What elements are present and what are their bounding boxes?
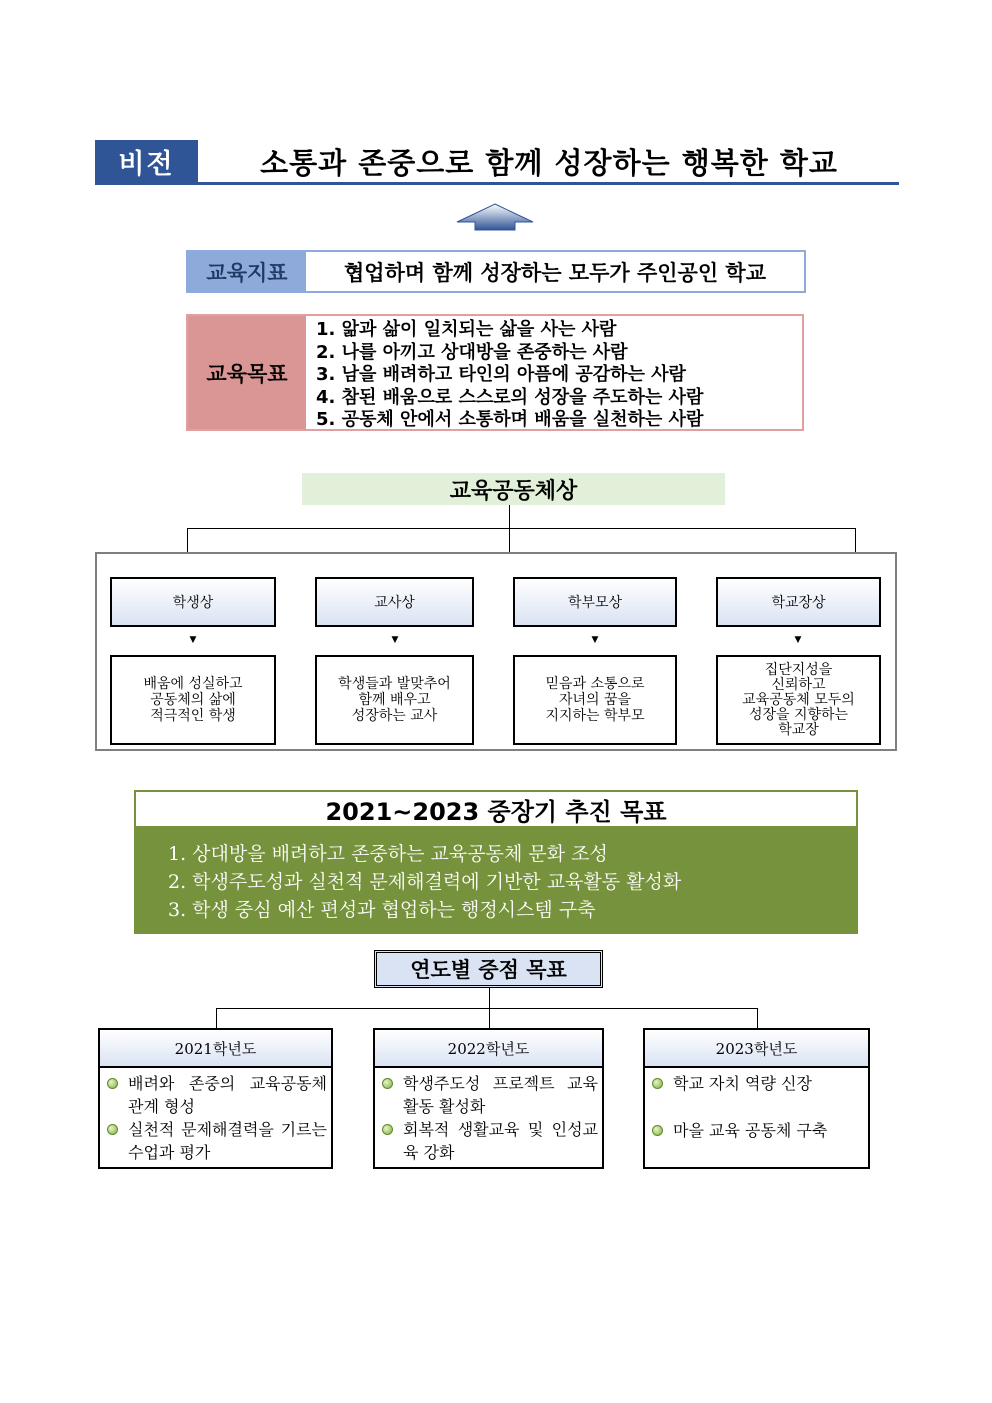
connector-line xyxy=(489,988,490,1009)
connector-line xyxy=(489,1008,490,1028)
bullet-icon xyxy=(382,1124,393,1135)
year-head: 2022학년도 xyxy=(375,1030,602,1068)
year-box-2021 xyxy=(98,1028,333,1169)
year-item: 배려와 존중의 교육공동체 관계 형성 xyxy=(100,1072,331,1118)
role-head-principal: 학교장상 xyxy=(716,577,881,627)
edu-indicator xyxy=(186,250,806,293)
midterm-list xyxy=(134,828,858,934)
year-item: 마을 교육 공동체 구축 xyxy=(645,1119,868,1142)
up-arrow-icon xyxy=(455,202,535,232)
community-title: 교육공동체상 xyxy=(302,473,725,505)
bullet-icon xyxy=(107,1124,118,1135)
year-head: 2021학년도 xyxy=(100,1030,331,1068)
edu-indicator-label: 교육지표 xyxy=(188,252,306,291)
role-head-student: 학생상 xyxy=(110,577,276,627)
bullet-icon xyxy=(107,1078,118,1089)
year-item: 회복적 생활교육 및 인성교육 강화 xyxy=(375,1118,602,1164)
edu-goal-item: 3. 남을 배려하고 타인의 아픔에 공감하는 사람 xyxy=(316,364,686,385)
year-item: 학교 자치 역량 신장 xyxy=(645,1072,868,1095)
edu-goals-label: 교육목표 xyxy=(188,316,306,429)
midterm-title: 2021~2023 중장기 추진 목표 xyxy=(134,790,858,828)
year-box-2022 xyxy=(373,1028,604,1169)
down-arrow-icon: ▼ xyxy=(591,635,599,645)
year-item: 학생주도성 프로젝트 교육활동 활성화 xyxy=(375,1072,602,1118)
down-arrow-icon: ▼ xyxy=(189,635,197,645)
bullet-icon xyxy=(382,1078,393,1089)
connector-line xyxy=(187,528,856,529)
role-desc-principal: 집단지성을 신뢰하고 교육공동체 모두의 성장을 지향하는 학교장 xyxy=(716,655,881,745)
midterm-item: 1. 상대방을 배려하고 존중하는 교육공동체 문화 조성 xyxy=(168,843,608,865)
bullet-icon xyxy=(652,1078,663,1089)
yearly-title: 연도별 중점 목표 xyxy=(374,950,603,988)
role-desc-parent: 믿음과 소통으로 자녀의 꿈을 지지하는 학부모 xyxy=(513,655,677,745)
vision-label: 비전 xyxy=(95,140,198,183)
down-arrow-icon: ▼ xyxy=(794,635,802,645)
year-head: 2023학년도 xyxy=(645,1030,868,1068)
role-desc-teacher: 학생들과 발맞추어 함께 배우고 성장하는 교사 xyxy=(315,655,474,745)
edu-goal-item: 5. 공동체 안에서 소통하며 배움을 실천하는 사람 xyxy=(316,409,704,430)
down-arrow-icon: ▼ xyxy=(391,635,399,645)
edu-indicator-text: 협업하며 함께 성장하는 모두가 주인공인 학교 xyxy=(344,260,766,285)
connector-line xyxy=(216,1008,217,1028)
year-box-2023 xyxy=(643,1028,870,1169)
edu-goals-list xyxy=(306,316,802,429)
connector-line xyxy=(187,528,188,552)
connector-line xyxy=(216,1008,758,1009)
vision-underline xyxy=(95,182,899,185)
edu-goal-item: 2. 나를 아끼고 상대방을 존중하는 사람 xyxy=(316,341,628,363)
connector-line xyxy=(855,528,856,552)
role-desc-student: 배움에 성실하고 공동체의 삶에 적극적인 학생 xyxy=(110,655,276,745)
vision-text: 소통과 존중으로 함께 성장하는 행복한 학교 xyxy=(260,146,838,180)
role-head-teacher: 교사상 xyxy=(315,577,474,627)
midterm-item: 3. 학생 중심 예산 편성과 협업하는 행정시스템 구축 xyxy=(168,899,596,921)
bullet-icon xyxy=(652,1125,663,1136)
role-head-parent: 학부모상 xyxy=(513,577,677,627)
edu-goal-item: 1. 앎과 삶이 일치되는 삶을 사는 사람 xyxy=(316,319,617,340)
year-item: 실천적 문제해결력을 기르는 수업과 평가 xyxy=(100,1118,331,1164)
connector-line xyxy=(757,1008,758,1028)
edu-goals xyxy=(186,314,804,431)
midterm-item: 2. 학생주도성과 실천적 문제해결력에 기반한 교육활동 활성화 xyxy=(168,871,682,893)
edu-goal-item: 4. 참된 배움으로 스스로의 성장을 주도하는 사람 xyxy=(316,386,704,408)
